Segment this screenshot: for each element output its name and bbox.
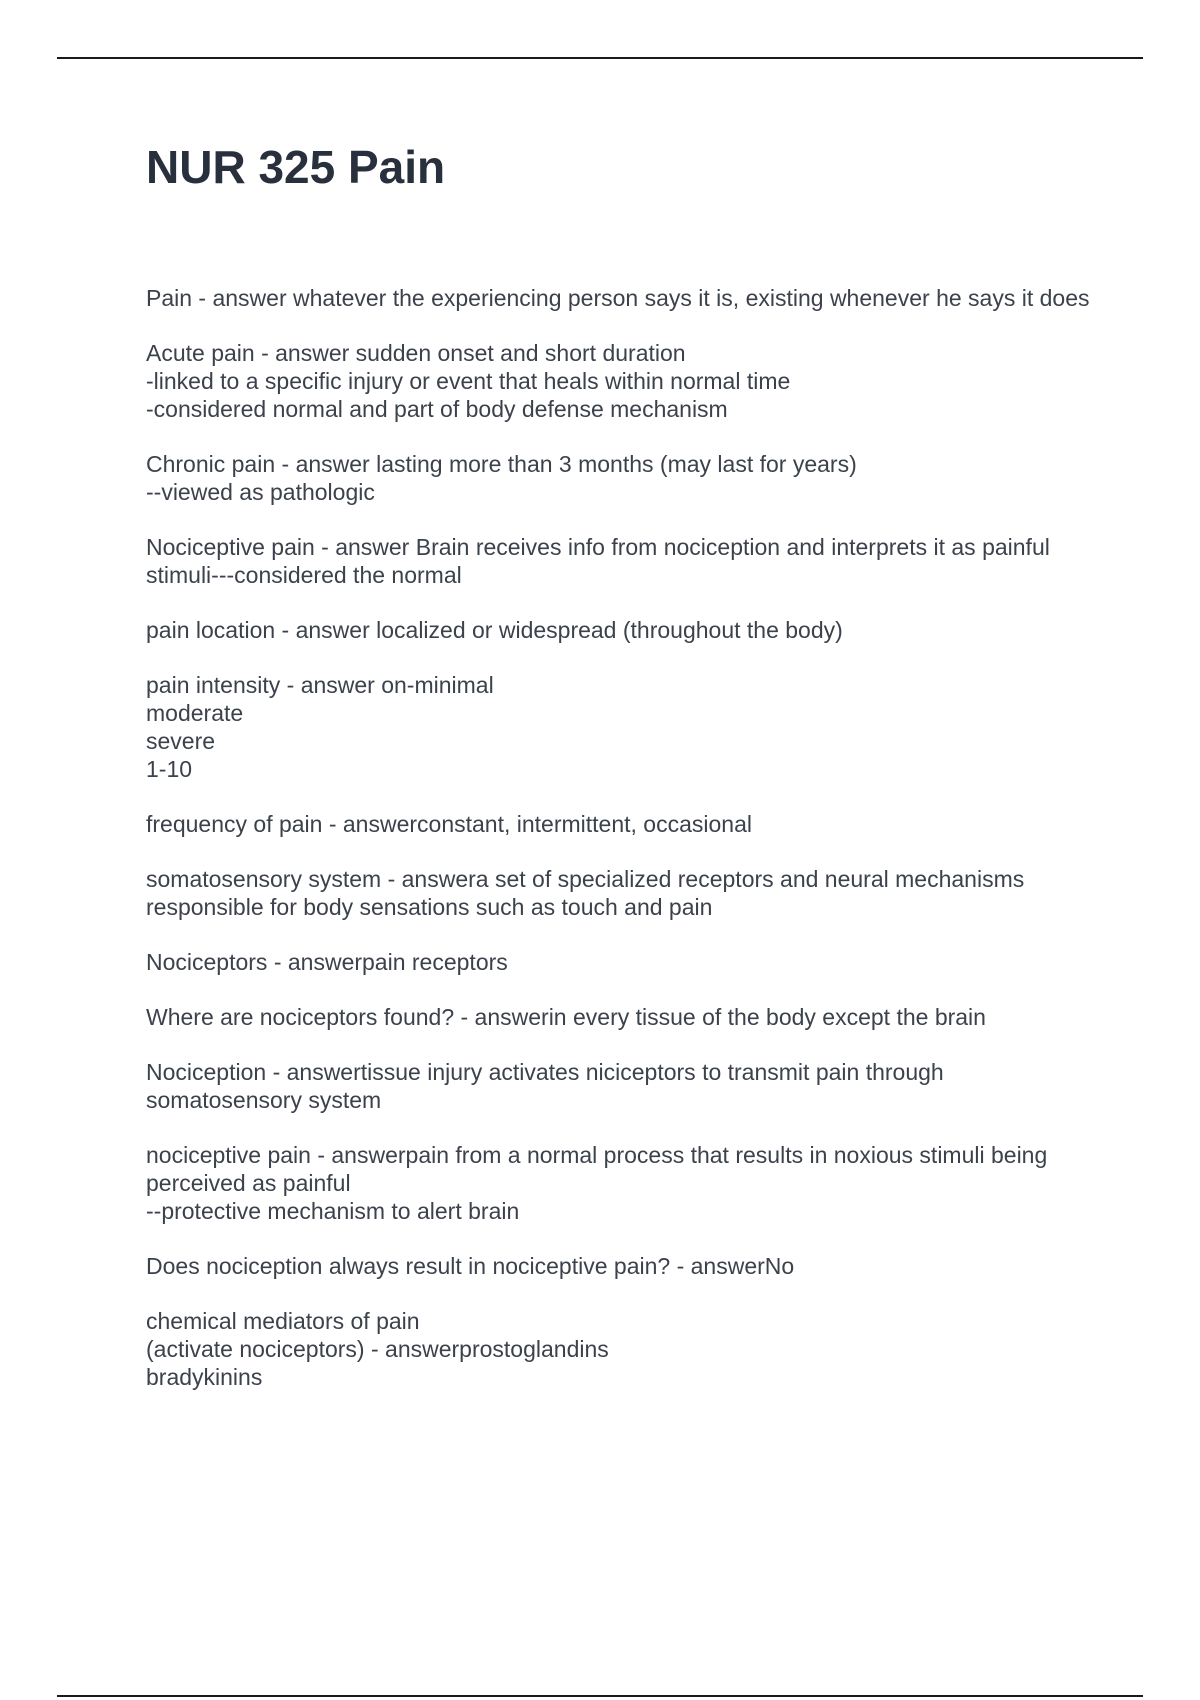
flashcard-entry: Does nociception always result in nociceptive pain? - answerNo [146, 1253, 795, 1279]
flashcard-entry: Pain - answer whatever the experiencing person says it is, existing whenever he says it does [146, 285, 1090, 311]
flashcard-entry: somatosensory system - answera set of specialized receptors and neural mechanisms responsible for body sensations such as touch and pain [146, 866, 1025, 920]
page-title: NUR 325 Pain [146, 141, 446, 193]
flashcard-entry: Acute pain - answer sudden onset and short duration -linked to a specific injury or event that heals within normal time -considered normal and part of body defense mechanism [146, 340, 791, 422]
flashcard-entry: pain location - answer localized or widespread (throughout the body) [146, 617, 843, 643]
flashcard-entry: Where are nociceptors found? - answerin every tissue of the body except the brain [146, 1004, 986, 1030]
flashcard-entry: frequency of pain - answerconstant, intermittent, occasional [146, 811, 752, 837]
flashcard-entry: Nociceptive pain - answer Brain receives info from nociception and interprets it as painful stimuli---considered the normal [146, 534, 1050, 588]
flashcard-entry: Nociceptors - answerpain receptors [146, 949, 508, 975]
flashcard-entry: Nociception - answertissue injury activates niciceptors to transmit pain through somatosensory system [146, 1059, 944, 1113]
bottom-rule [57, 1695, 1143, 1697]
flashcard-entry: Chronic pain - answer lasting more than 3 months (may last for years) --viewed as pathologic [146, 451, 857, 505]
flashcard-entry: chemical mediators of pain (activate nociceptors) - answerprostoglandins bradykinins [146, 1308, 609, 1390]
flashcard-entry: nociceptive pain - answerpain from a normal process that results in noxious stimuli being perceived as painful --protective mechanism to alert brain [146, 1142, 1048, 1224]
flashcard-entry: pain intensity - answer on-minimal moderate severe 1-10 [146, 672, 494, 782]
top-rule [57, 57, 1143, 59]
flashcard-list [146, 284, 1096, 1418]
